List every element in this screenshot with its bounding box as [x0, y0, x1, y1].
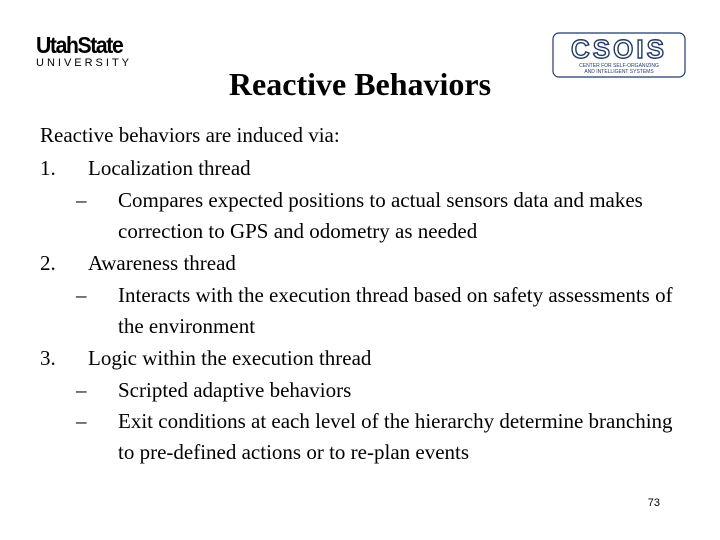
usu-logo-wordmark: UtahState [36, 32, 123, 58]
sub-bullet-text: Scripted adaptive behaviors [118, 378, 352, 402]
page-number: 73 [647, 497, 660, 509]
sub-bullet [40, 185, 680, 247]
csois-logo-tagline-2: AND INTELLIGENT SYSTEMS [584, 69, 654, 75]
dash-bullet: – [76, 283, 87, 307]
csois-logo-tagline-1: CENTER FOR SELF-ORGANIZING [579, 63, 659, 69]
list-item-2 [40, 247, 680, 342]
sub-bullet-text: Compares expected positions to actual sensors data and makes correction to GPS and odometry as needed [118, 188, 643, 243]
csois-logo [552, 32, 686, 78]
list-label: Logic within the execution thread [88, 346, 372, 370]
utah-state-university-logo [36, 34, 146, 70]
list-number: 1. [40, 156, 56, 180]
list-number: 3. [40, 346, 56, 370]
list-item-3 [40, 342, 680, 468]
usu-logo-subtitle: UNIVERSITY [36, 57, 133, 69]
list-number: 2. [40, 251, 56, 275]
sub-bullet [40, 406, 680, 468]
list-item-1 [40, 152, 680, 247]
sub-bullet-text: Exit conditions at each level of the hierarchy determine branching to pre-defined actions or to re-plan events [118, 409, 673, 464]
slide-title: Reactive Behaviors [228, 66, 492, 102]
intro-text: Reactive behaviors are induced via: [40, 123, 340, 147]
dash-bullet: – [76, 188, 87, 212]
list-label: Localization thread [88, 156, 251, 180]
sub-bullet [40, 280, 680, 342]
slide-content [40, 119, 680, 468]
dash-bullet: – [76, 378, 87, 402]
list-label: Awareness thread [88, 251, 236, 275]
csois-logo-wordmark: CSOIS [571, 34, 667, 64]
sub-bullet-text: Interacts with the execution thread based on safety assessments of the environment [118, 283, 673, 338]
sub-bullet [40, 375, 680, 406]
dash-bullet: – [76, 409, 87, 433]
